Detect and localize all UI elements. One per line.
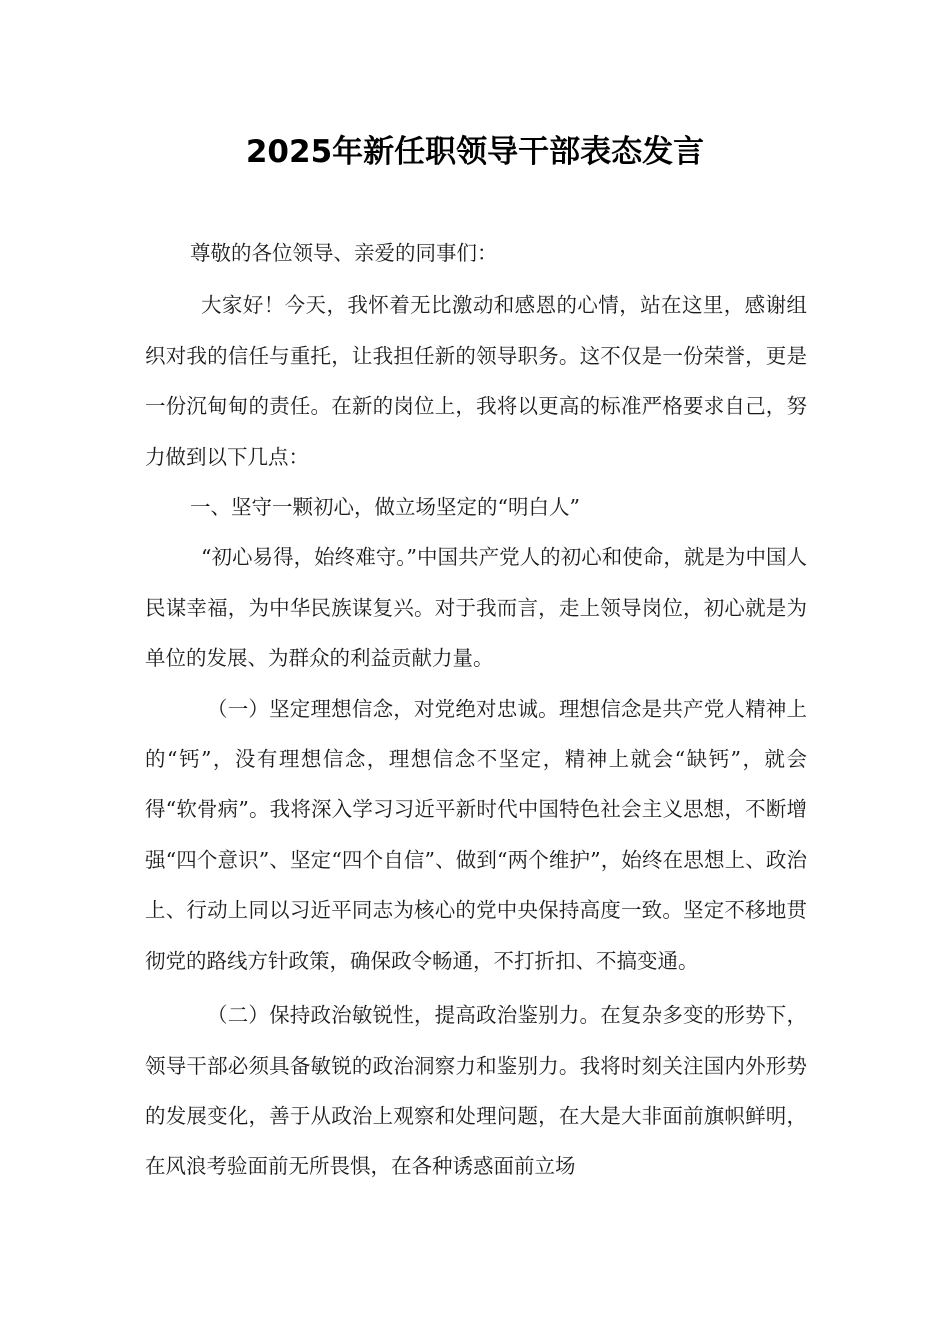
paragraph-intro: 大家好！今天，我怀着无比激动和感恩的心情，站在这里，感谢组织对我的信任与重托，让我担任新的领导职务。这不仅是一份荣誉，更是一份沉甸甸的责任。在新的岗位上，我将以更高的标准严格要求自己，努力做到以下几点： [145, 293, 807, 469]
section-heading-1: 一、坚守一颗初心，做立场坚定的“明白人” [190, 495, 580, 520]
document-title: 2025年新任职领导干部表态发言 [245, 134, 705, 170]
paragraph-initial-heart: “初心易得，始终难守。”中国共产党人的初心和使命，就是为中国人民谋幸福，为中华民族谋复兴。对于我而言，走上领导岗位，初心就是为单位的发展、为群众的利益贡献力量。 [145, 545, 807, 671]
document-body [145, 228, 807, 1192]
greeting: 尊敬的各位领导、亲爱的同事们： [190, 241, 498, 265]
subsection-2: （二）保持政治敏锐性，提高政治鉴别力。在复杂多变的形势下，领导干部必须具备敏锐的政治洞察力和鉴别力。我将时刻关注国内外形势的发展变化，善于从政治上观察和处理问题，在大是大非面前旗帜鲜明，在风浪考验面前无所畏惧，在各种诱惑面前立场 [145, 1003, 807, 1179]
subsection-1: （一）坚定理想信念，对党绝对忠诚。理想信念是共产党人精神上的“钙”，没有理想信念，理想信念不坚定，精神上就会“缺钙”，就会得“软骨病”。我将深入学习习近平新时代中国特色社会主义思想，不断增强“四个意识”、坚定“四个自信”、做到“两个维护”，始终在思想上、政治上、行动上同以习近平同志为核心的党中央保持高度一致。坚定不移地贯彻党的路线方针政策，确保政令畅通，不打折扣、不搞变通。 [145, 696, 807, 973]
